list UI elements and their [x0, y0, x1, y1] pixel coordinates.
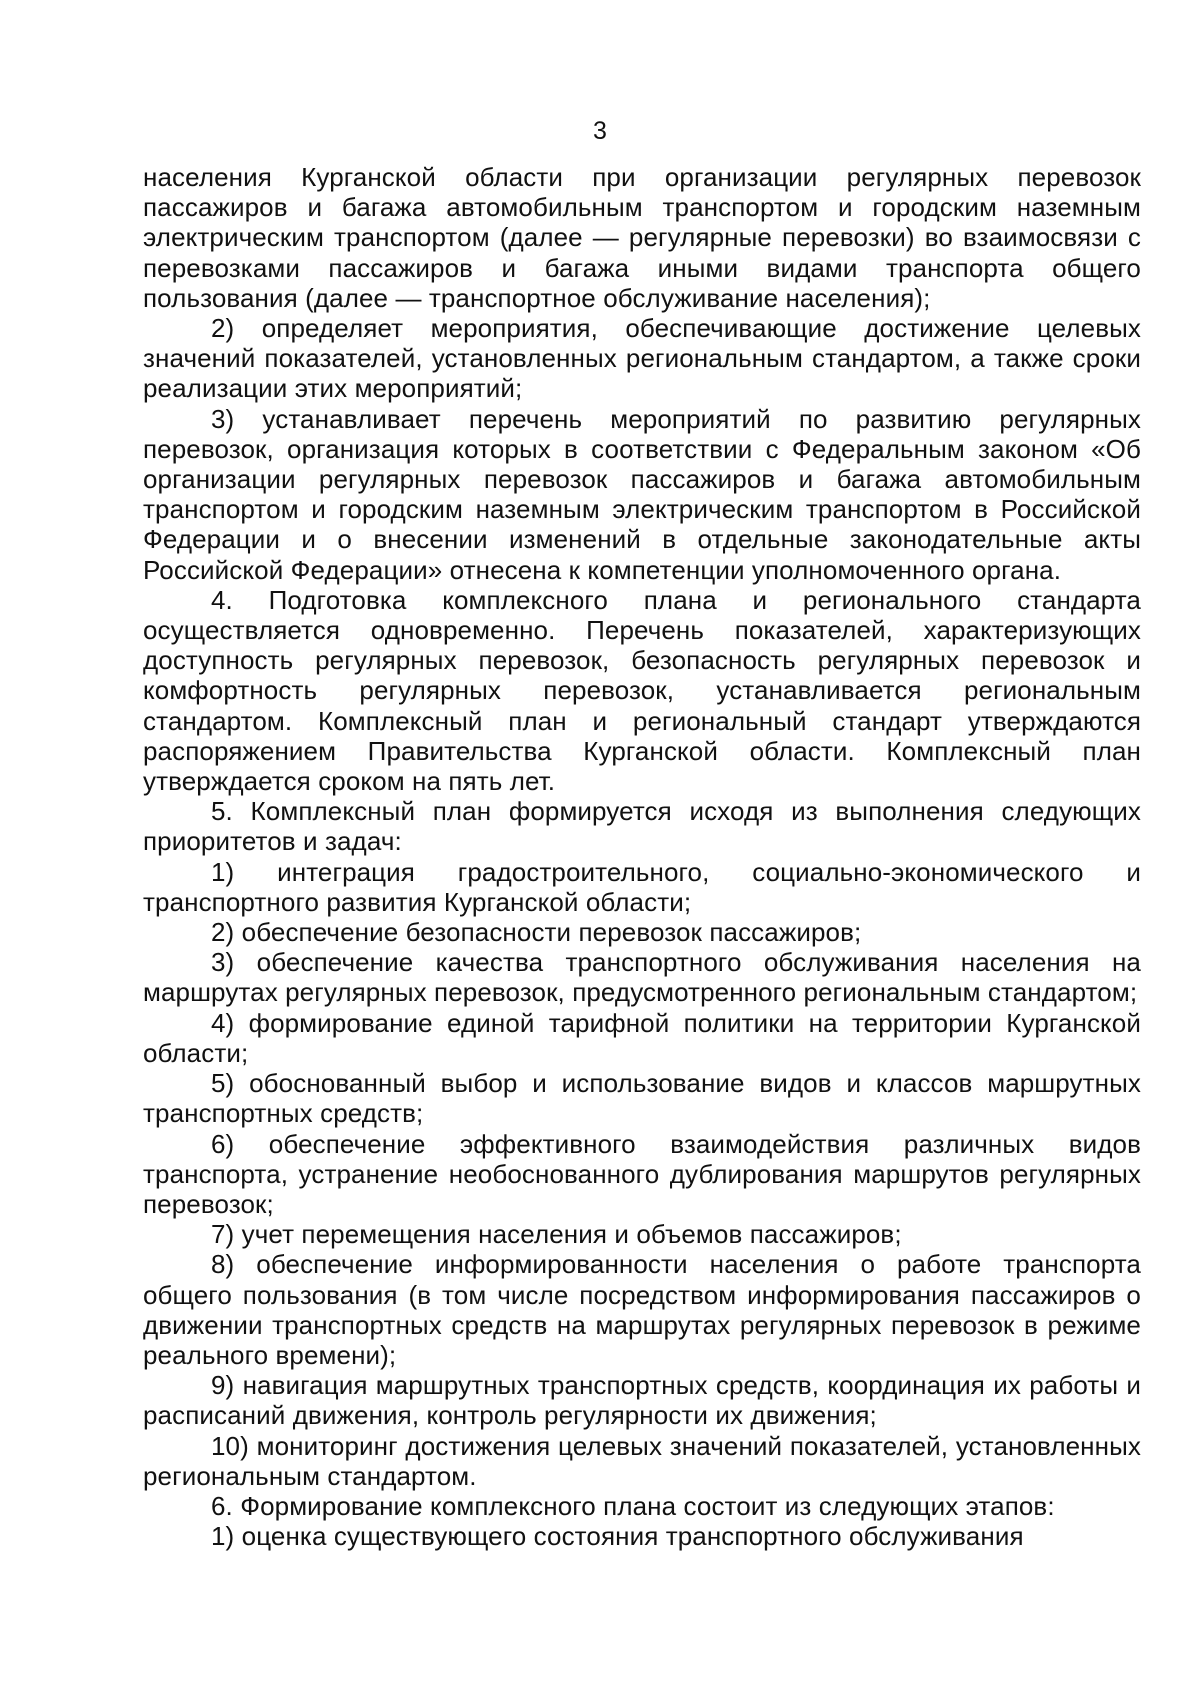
paragraph: 1) интеграция градостроительного, социально-экономического и транспортного развития Курганской области; — [143, 856, 1141, 917]
paragraph: 7) учет перемещения населения и объемов пассажиров; — [211, 1219, 902, 1250]
document-body — [143, 162, 1141, 1551]
paragraph: 4. Подготовка комплексного плана и регионального стандарта осуществляется одновременно. Перечень показателей, характеризующих доступность регулярных перевозок, безопасность регулярных перевозок и комфортность регулярных перевозок, устанавливается региональным стандартом. Комплексный план и региональный стандарт утверждаются распоряжением Правительства Курганской области. Комплексный план утверждается сроком на пять лет. — [143, 584, 1141, 797]
paragraph: 5) обоснованный выбор и использование видов и классов маршрутных транспортных средств; — [143, 1068, 1141, 1129]
paragraph: 4) формирование единой тарифной политики на территории Курганской области; — [143, 1007, 1141, 1068]
paragraph: 5. Комплексный план формируется исходя из выполнения следующих приоритетов и задач: — [143, 796, 1141, 857]
paragraph: 3) обеспечение качества транспортного обслуживания населения на маршрутах регулярных перевозок, предусмотренного региональным стандартом; — [143, 947, 1141, 1008]
paragraph: 2) определяет мероприятия, обеспечивающие достижение целевых значений показателей, установленных региональным стандартом, а также сроки реализации этих мероприятий; — [143, 313, 1141, 404]
paragraph: 10) мониторинг достижения целевых значений показателей, установленных региональным стандартом. — [143, 1430, 1141, 1491]
paragraph: 6. Формирование комплексного плана состоит из следующих этапов: — [211, 1490, 1055, 1521]
paragraph: 3) устанавливает перечень мероприятий по развитию регулярных перевозок, организация которых в соответствии с Федеральным законом «Об организации регулярных перевозок пассажиров и багажа автомобильным транспортом и городским наземным электрическим транспортом в Российской Федерации и о внесении изменений в отдельные законодательные акты Российской Федерации» отнесена к компетенции уполномоченного органа. — [143, 403, 1141, 585]
paragraph: населения Курганской области при организации регулярных перевозок пассажиров и багажа автомобильным транспортом и городским наземным электрическим транспортом (далее — регулярные перевозки) во взаимосвязи с перевозками пассажиров и багажа иными видами транспорта общего пользования (далее — транспортное обслуживание населения); — [143, 162, 1141, 313]
paragraph: 8) обеспечение информированности населения о работе транспорта общего пользования (в том числе посредством информирования пассажиров о движении транспортных средств на маршрутах регулярных перевозок в режиме реального времени); — [143, 1249, 1141, 1370]
page-number: 3 — [593, 117, 607, 145]
paragraph: 2) обеспечение безопасности перевозок пассажиров; — [211, 917, 862, 948]
paragraph: 9) навигация маршрутных транспортных средств, координация их работы и расписаний движения, контроль регулярности их движения; — [143, 1370, 1141, 1431]
paragraph: 1) оценка существующего состояния транспортного обслуживания — [211, 1521, 1024, 1552]
paragraph: 6) обеспечение эффективного взаимодействия различных видов транспорта, устранение необоснованного дублирования маршрутов регулярных перевозок; — [143, 1128, 1141, 1219]
